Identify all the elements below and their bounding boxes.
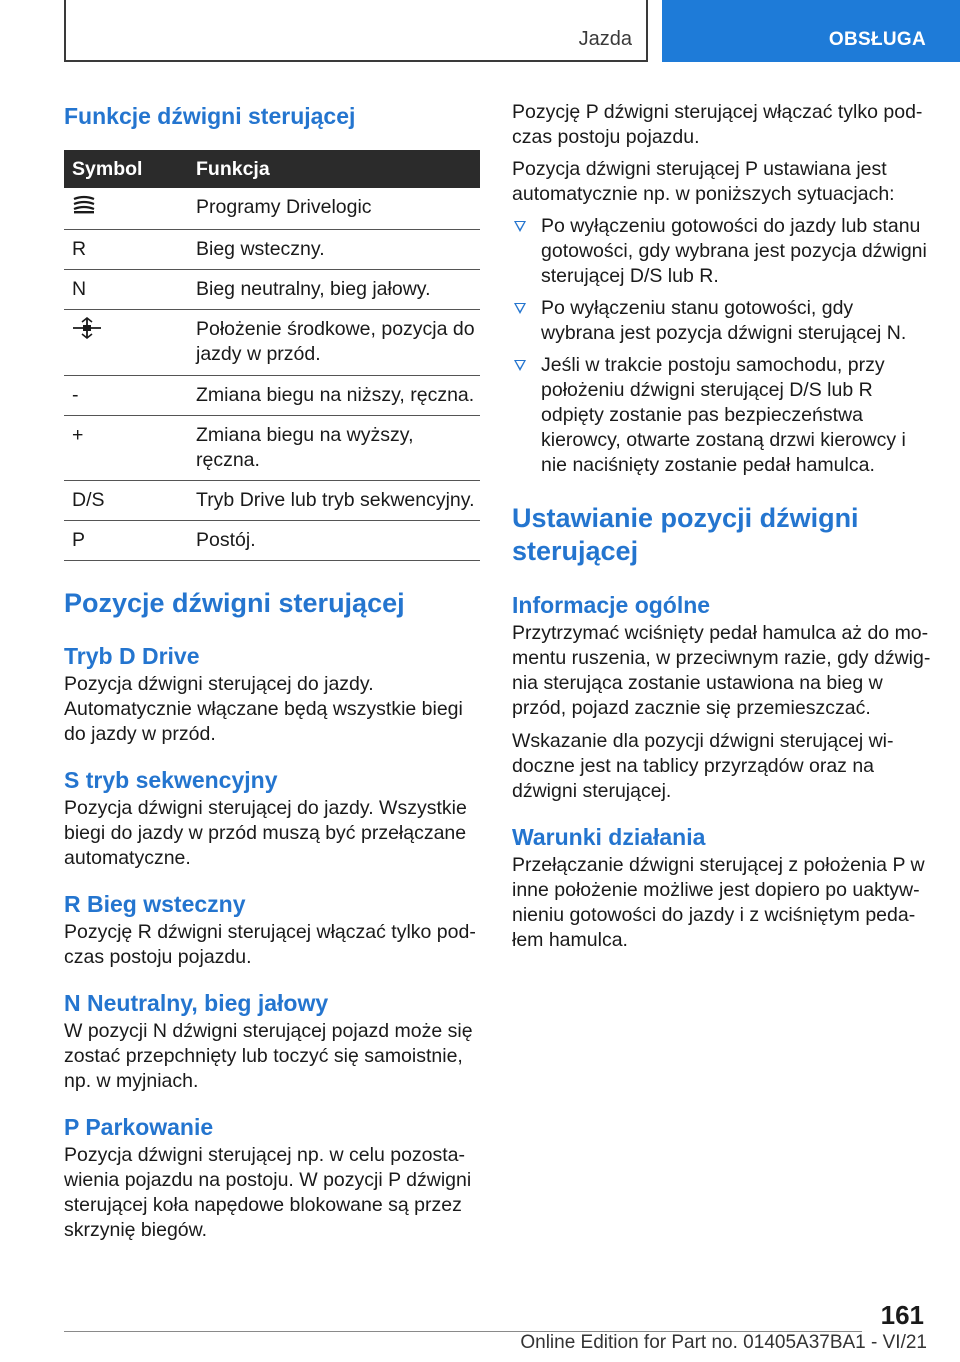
table-title: Funkcje dźwigni sterującej	[64, 103, 356, 129]
heading-reverse: R Bieg wsteczny	[64, 891, 246, 917]
page-number: 161	[880, 1300, 924, 1330]
table-row	[64, 416, 480, 481]
table-cell-function: Zmiana biegu na wyższy, ręczna.	[188, 416, 480, 481]
left-column	[64, 100, 480, 1243]
table-row	[64, 481, 480, 521]
paragraph-reverse: Pozycję R dźwigni sterującej włączać tylko podczas postoju pojazdu.	[64, 921, 476, 968]
paragraph-park: Pozycja dźwigni sterującej np. w celu pozostawienia pojazdu na postoju. W pozycji P dźwigni sterującej koła napędowe blokowane są przez skrzynię biegów.	[64, 1144, 472, 1241]
table-cell-symbol: -	[64, 376, 188, 416]
auto-park-list	[512, 214, 932, 478]
table-cell-function: Położenie środkowe, pozycja do jazdy w przód.	[188, 310, 480, 376]
paragraph-p-intro: Pozycję P dźwigni sterującej włączać tylko podczas postoju pojazdu.	[512, 101, 923, 148]
table-cell-symbol: D/S	[64, 481, 188, 521]
triangle-bullet-icon	[514, 303, 526, 314]
list-item: Jeśli w trakcie postoju samochodu, przy położeniu dźwigni sterującej D/S lub R odpięty zostanie pas bezpieczeństwa kierowcy, otwarte zostaną drzwi kierowcy i nie naciśnięty zostanie pedał hamulca.	[512, 353, 932, 478]
paragraph-neutral: W pozycji N dźwigni sterującej pojazd może się zostać przepchnięty lub toczyć się samoistnie, np. w myjniach.	[64, 1020, 473, 1092]
header-section-box	[64, 0, 648, 62]
table-cell-symbol	[64, 310, 188, 376]
table-cell-function: Tryb Drive lub tryb sekwencyjny.	[188, 481, 480, 521]
table-row	[64, 188, 480, 230]
table-cell-function: Postój.	[188, 521, 480, 561]
heading-park: P Parkowanie	[64, 1114, 214, 1140]
table-row	[64, 310, 480, 376]
heading-conditions: Warunki działania	[512, 824, 706, 850]
table-cell-function: Programy Drivelogic	[188, 188, 480, 230]
heading-neutral: N Neutralny, bieg jałowy	[64, 990, 329, 1016]
table-cell-symbol: +	[64, 416, 188, 481]
table-cell-symbol: P	[64, 521, 188, 561]
paragraph-p-auto: Pozycja dźwigni sterującej P ustawiana jest automatycznie np. w poniższych sytuacjach:	[512, 158, 895, 205]
section-title-setting: Ustawianie pozycji dźwigni sterującej	[512, 503, 859, 566]
table-header-symbol: Symbol	[64, 150, 188, 188]
triangle-bullet-icon	[514, 221, 526, 232]
table-cell-function: Bieg neutralny, bieg jałowy.	[188, 270, 480, 310]
header-section-title: Jazda	[578, 28, 632, 50]
heading-sequential: S tryb sekwencyjny	[64, 767, 278, 793]
drivelogic-icon	[72, 195, 96, 215]
table-header-row	[64, 150, 480, 188]
right-column	[512, 100, 932, 953]
paragraph-conditions: Przełączanie dźwigni sterującej z położenia P w inne położenie możliwe jest dopiero po uaktywnieniu gotowości do jazdy i z wciśniętym pedałem hamulca.	[512, 854, 925, 951]
functions-table	[64, 150, 480, 561]
paragraph-general-1: Przytrzymać wciśnięty pedał hamulca aż do momentu ruszenia, w przeciwnym razie, gdy dźwignia sterująca zostanie ustawiona na bieg w przód, pojazd zacznie się przemieszczać.	[512, 622, 931, 719]
paragraph-drive: Pozycja dźwigni sterującej do jazdy. Automatycznie włączane będą wszystkie biegi do jazdy w przód.	[64, 673, 463, 745]
table-cell-symbol	[64, 188, 188, 230]
heading-general: Informacje ogólne	[512, 592, 711, 618]
list-item: Po wyłączeniu gotowości do jazdy lub stanu gotowości, gdy wybrana jest pozycja dźwigni sterującej D/S lub R.	[512, 214, 932, 289]
triangle-bullet-icon	[514, 360, 526, 371]
footer-edition: Online Edition for Part no. 01405A37BA1 - VI/21	[520, 1332, 927, 1353]
table-cell-symbol: N	[64, 270, 188, 310]
table-row	[64, 230, 480, 270]
section-title-positions: Pozycje dźwigni sterującej	[64, 588, 405, 618]
heading-drive: Tryb D Drive	[64, 643, 200, 669]
list-item: Po wyłączeniu stanu gotowości, gdy wybrana jest pozycja dźwigni sterującej N.	[512, 296, 932, 346]
paragraph-general-2: Wskazanie dla pozycji dźwigni sterującej widoczne jest na tablicy przyrządów oraz na dźwigni sterującej.	[512, 730, 894, 802]
table-row	[64, 376, 480, 416]
table-row	[64, 270, 480, 310]
table-header-function: Funkcja	[188, 150, 480, 188]
table-cell-function: Zmiana biegu na niższy, ręczna.	[188, 376, 480, 416]
table-row	[64, 521, 480, 561]
paragraph-sequential: Pozycja dźwigni sterującej do jazdy. Wszystkie biegi do jazdy w przód muszą być przełączane automatyczne.	[64, 797, 467, 869]
table-cell-function: Bieg wsteczny.	[188, 230, 480, 270]
header-chapter-label: OBSŁUGA	[828, 29, 926, 50]
center-position-icon	[72, 317, 102, 339]
table-cell-symbol: R	[64, 230, 188, 270]
header-chapter-tab[interactable]	[662, 0, 960, 62]
